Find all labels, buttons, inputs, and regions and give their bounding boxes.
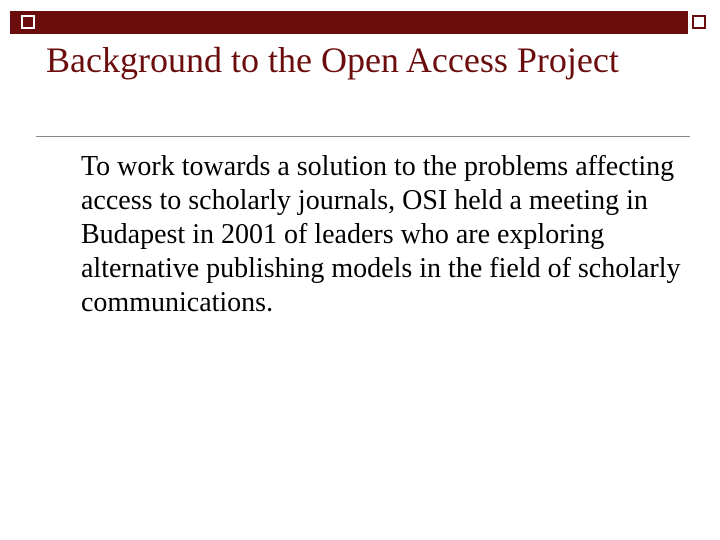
square-bullet-icon [21,15,35,29]
title-divider [36,136,690,137]
slide-body-text: To work towards a solution to the problems affecting access to scholarly journals, OSI held a meeting in Budapest in 2001 of leaders who are exploring alternative publishing models in the field of scholarly communications. [81,151,681,318]
slide-title: Background to the Open Access Project [46,40,619,80]
title-bar-decoration [10,11,688,34]
square-end-icon [692,15,706,29]
